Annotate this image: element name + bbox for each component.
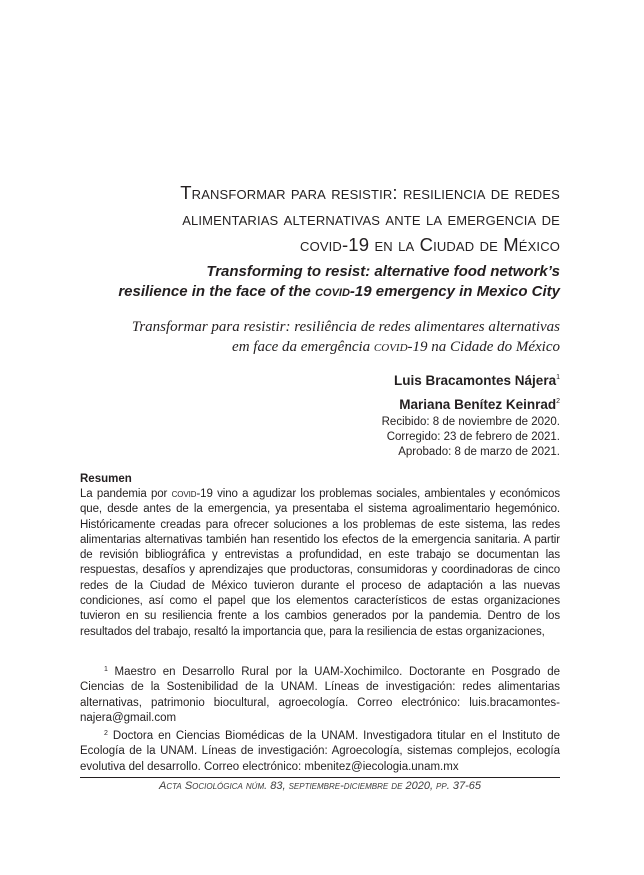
- article-title-spanish: [110, 180, 560, 258]
- title-line: Transformar para resistir: resiliência de redes alimentares alternativas: [131, 319, 560, 335]
- title-line: alimentarias alternativas ante la emergencia de: [182, 208, 560, 229]
- covid-smallcaps: covid: [373, 339, 408, 355]
- title-line: covid-19 en la Ciudad de México: [300, 234, 560, 255]
- title-text: resilience in the face of the: [118, 283, 316, 300]
- title-text: -19 na Cidade do México: [407, 339, 560, 355]
- footnote: $^2$ Doctora en Ciencias Biomédicas de la UNAM. Investigadora titular en el Instituto de Ecología de la UNAM. Líneas de investigación: Agroecología, sistemas complejos, ecología evolutiva del desarrollo. Correo electrónico: mbenitez@iecologia.unam.mx: [80, 730, 560, 773]
- footnote-ref: 1: [556, 374, 560, 381]
- title-line: [80, 282, 560, 302]
- publication-dates: [260, 415, 560, 460]
- footnote-mark: 2: [104, 730, 108, 738]
- title-line: Transformar para resistir: resiliencia de redes: [180, 182, 560, 203]
- footer-rule: [80, 777, 560, 778]
- date-corrected: Corregido: 23 de febrero de 2021.: [386, 431, 560, 443]
- date-received: Recibido: 8 de noviembre de 2020.: [381, 416, 560, 428]
- title-text: -19 emergency in Mexico City: [349, 283, 560, 300]
- abstract-heading: Resumen: [80, 473, 132, 485]
- footnote: $^1$ Maestro en Desarrollo Rural por la UAM-Xochimilco. Doctorante en Posgrado de Ciencias de la Sostenibilidad de la UNAM. Líneas de investigación: redes alimentarias alternativas, patrimonio biocultural, agroecología. Correo electrónico: luis.bracamontes-najera@gmail.com: [80, 666, 560, 724]
- running-footer: Acta Sociológica núm. 83, septiembre-diciembre de 2020, pp. 37-65: [159, 780, 481, 792]
- article-title-portuguese: [80, 317, 560, 357]
- title-line: [80, 337, 560, 357]
- article-title-english: [80, 262, 560, 302]
- date-approved: Aprobado: 8 de marzo de 2021.: [398, 446, 560, 458]
- author-list: [260, 367, 560, 415]
- covid-smallcaps: covid: [315, 283, 350, 300]
- author-name: Luis Bracamontes Nájera$^1$: [394, 373, 560, 388]
- title-line: Transforming to resist: alternative food network’s: [206, 263, 560, 280]
- footnote-mark: 1: [104, 666, 108, 673]
- footnote-ref: 2: [556, 398, 560, 405]
- author-name: Mariana Benítez Keinrad$^2$: [399, 397, 560, 412]
- abstract-body: La pandemia por covid-19 vino a agudizar los problemas sociales, ambientales y económicos que, desde antes de la emergencia, ya presentaba el sistema agroalimentario hegemónico. Históricamente creadas para ofrecer soluciones a los problemas de este sistema, las redes alimentarias alternativas también han resentido los efectos de la emergencia sanitaria. A partir de revisión bibliográfica y entrevistas a profundidad, en este trabajo se documentan las respuestas, desafíos y aprendizajes que productoras, consumidoras y coordinadoras de cinco redes de la Ciudad de México tuvieron durante el proceso de adaptación a las nuevas condiciones, así como el papel que los elementos característicos de estas organizaciones tuvieron en su resiliencia frente a los cambios generados por la pandemia. Dentro de los resultados del trabajo, resaltó la importancia que, para la resiliencia de estas organizaciones,: [80, 488, 560, 638]
- covid-smallcaps: covid: [171, 488, 197, 500]
- title-text: em face da emergência: [232, 339, 374, 355]
- footnotes: [80, 662, 560, 775]
